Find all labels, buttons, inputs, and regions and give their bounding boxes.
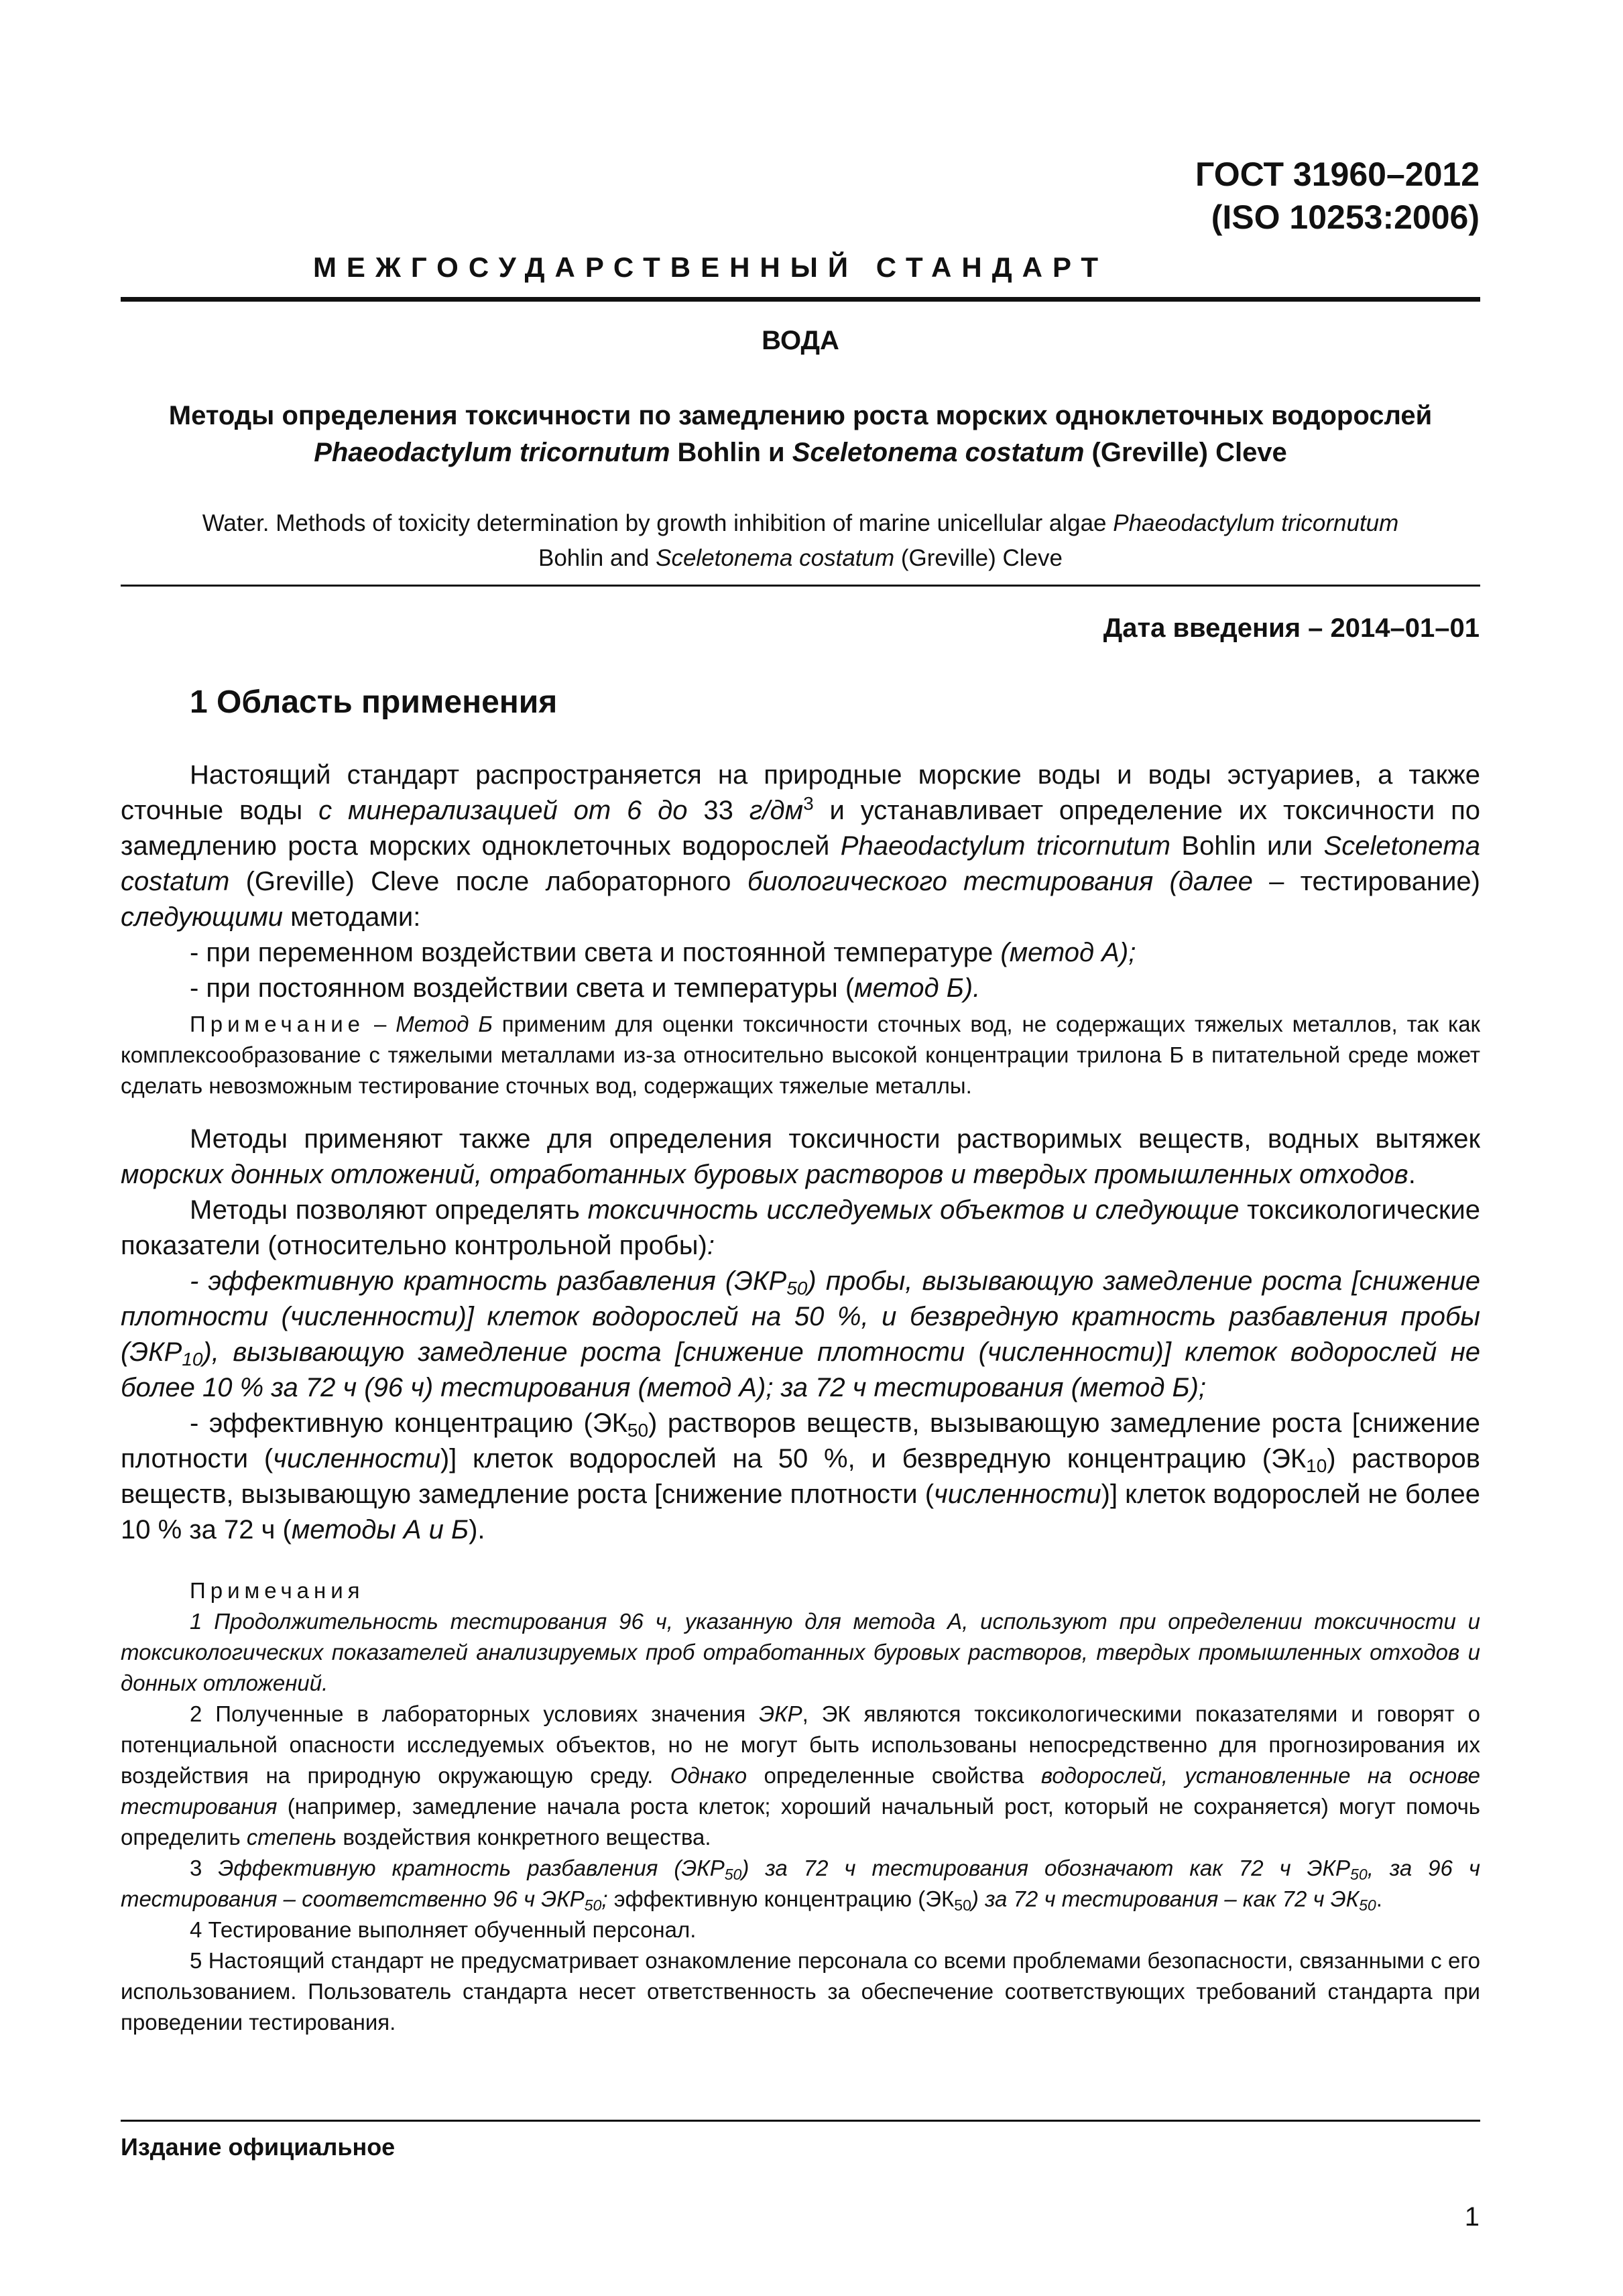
- text-italic: г/дм: [749, 796, 804, 825]
- text-italic: (метод А);: [1000, 938, 1136, 967]
- species-name: Phaeodactylum tricornutum: [840, 831, 1170, 861]
- note-label: Примечание: [190, 1012, 365, 1036]
- note-4: 4 Тестирование выполняет обученный персонал.: [190, 1917, 697, 1942]
- text: - при постоянном воздействии света и температуры (: [190, 973, 855, 1003]
- section-title: 1 Область применения: [190, 684, 558, 720]
- text: 33: [687, 796, 749, 825]
- notes-block: [121, 1575, 1480, 2038]
- text: Методы применяют также для определения токсичности растворимых веществ, водных вытяжек: [190, 1124, 1480, 1154]
- document-title: ВОДА: [762, 326, 839, 355]
- text: ) за 72 ч тестирования обозначают как 72 ч ЭКР: [741, 1856, 1350, 1880]
- page-number: 1: [1464, 2202, 1480, 2232]
- document-subtitle: [121, 398, 1480, 471]
- note-5: 5 Настоящий стандарт не предусматривает ознакомление персонала со всеми проблемами безопасности, связанными с его использованием. Пользователь стандарта несет ответственность за обеспечение соответствующих требований стандарта при проведении тестирования.: [121, 1948, 1480, 2035]
- text: , ЭК являются токсикологическими показателями и говорят о потенциальной опасности исследуемых объектов, но не могут быть использованы непосредственно для прогнозирования их воздействия на природную окружающую среду.: [121, 1701, 1480, 1788]
- superscript: 3: [803, 793, 814, 814]
- text-italic: ЭКР: [759, 1701, 802, 1726]
- iso-number: (ISO 10253:2006): [1211, 198, 1480, 236]
- text: и устанавливает определение их токсичности по замедлению роста морских одноклеточных водорослей: [121, 796, 1480, 861]
- text-italic: 1 Продолжительность тестирования 96 ч, указанную для метода А, используют при определении токсичности и токсикологических показателей анализируемых проб отработанных буровых растворов, твердых промышленных отходов и донных отложений.: [121, 1609, 1480, 1695]
- interstate-standard-heading: МЕЖГОСУДАРСТВЕННЫЙ СТАНДАРТ: [312, 251, 1109, 283]
- english-title-line-1: [121, 506, 1480, 541]
- text: Методы позволяют определять: [190, 1195, 588, 1225]
- text: .: [1376, 1886, 1382, 1911]
- text-italic: :: [707, 1231, 715, 1260]
- english-title-line-2: [121, 541, 1480, 576]
- text: - при переменном воздействии света и постоянной температуре: [190, 938, 1001, 967]
- author-text: Bohlin и: [670, 438, 792, 467]
- text: воздействия конкретного вещества.: [337, 1825, 711, 1850]
- list-item-ek: [121, 1406, 1480, 1548]
- gost-designation: [1195, 153, 1480, 239]
- text: Настоящий стандарт распространяется на природные морские воды и воды эстуариев, а также сточные воды: [121, 760, 1480, 825]
- text: ), вызывающую замедление роста [снижение плотности (численности)] клеток водорослей не более 10 % за 72 ч (96 ч) тестирования (метод А); за 72 ч тестирования (метод Б);: [121, 1337, 1480, 1402]
- paragraph-indicators: [121, 1193, 1480, 1264]
- subscript: 50: [1359, 1896, 1376, 1914]
- text-italic: Однако: [670, 1763, 747, 1788]
- text-italic: [121, 1266, 1480, 1402]
- text-italic: Метод Б: [396, 1012, 493, 1036]
- text: применим для оценки токсичности сточных вод, не содержащих тяжелых металлов, так как комплексообразование с тяжелыми металлами из-за относительно высокой концентрации трилона Б в питательной среде может сделать невозможным тестирование сточных вод, содержащих тяжелые металлы.: [121, 1012, 1480, 1098]
- note-paragraph: [121, 1009, 1480, 1101]
- section-body-2: [121, 1122, 1480, 1548]
- text: (например, замедление начала роста клеток; хороший начальный рост, который не сохраняется) могут помочь определить: [121, 1794, 1480, 1850]
- official-edition: Издание официальное: [121, 2133, 396, 2161]
- english-title-text: Water. Methods of toxicity determination by growth inhibition of marine unicellular algae: [202, 510, 1114, 536]
- subscript: 50: [584, 1896, 602, 1914]
- text-italic: методы А и Б: [291, 1515, 469, 1545]
- text: методами:: [283, 902, 421, 932]
- paragraph-applications: [121, 1122, 1480, 1193]
- text: 2 Полученные в лабораторных условиях значения: [190, 1701, 760, 1726]
- text-italic: [971, 1886, 1376, 1914]
- text: Bohlin или: [1170, 831, 1324, 861]
- english-title-text: (Greville) Cleve: [894, 545, 1063, 571]
- text: , за 96 ч тестирования – соответственно 96 ч ЭКР: [121, 1856, 1480, 1911]
- english-title: [121, 506, 1480, 576]
- text: определенные свойства: [747, 1763, 1041, 1788]
- text: .: [1408, 1160, 1416, 1189]
- text: ): [971, 1886, 979, 1911]
- text: )] клеток водорослей на 50 %, и безвредную концентрацию (ЭК: [440, 1444, 1307, 1473]
- list-item-method-a: [121, 935, 1480, 971]
- text-italic: степень: [246, 1825, 337, 1850]
- text-italic: водорослей, установленные на основе тестирования: [121, 1763, 1480, 1819]
- subtitle-line-2: [121, 434, 1480, 471]
- text-italic: морских донных отложений, отработанных буровых растворов и твердых промышленных отходов: [121, 1160, 1408, 1189]
- text-italic: метод Б).: [854, 973, 981, 1003]
- text: за 72 ч тестирования – как 72 ч ЭК: [978, 1886, 1360, 1911]
- species-name: Sceletonema costatum: [792, 438, 1085, 467]
- section-body-1: [121, 758, 1480, 1006]
- english-title-text: Bohlin and: [538, 545, 656, 571]
- notes-label: Примечания: [190, 1578, 365, 1603]
- gost-number: ГОСТ 31960–2012: [1195, 156, 1480, 193]
- text: ).: [469, 1515, 485, 1545]
- text-italic: токсичность исследуемых объектов и следующие: [587, 1195, 1240, 1225]
- subscript: 50: [627, 1420, 649, 1441]
- introduction-date: Дата введения – 2014–01–01: [1103, 613, 1480, 643]
- subtitle-line-1: Методы определения токсичности по замедлению роста морских одноклеточных водорослей: [168, 401, 1433, 430]
- subscript: 50: [954, 1896, 971, 1914]
- text: эффективную концентрацию (ЭК: [607, 1886, 955, 1911]
- text: Эффективную кратность разбавления (ЭКР: [218, 1856, 725, 1880]
- species-name: Sceletonema costatum: [121, 831, 1480, 896]
- text: (Greville) Cleve после лабораторного: [229, 867, 747, 896]
- note-block-1: [121, 1009, 1480, 1101]
- note-3: [121, 1853, 1480, 1915]
- text-italic: с минерализацией от 6 до: [318, 796, 688, 825]
- text: )] клеток водорослей не более 10 % за 72 ч (: [121, 1479, 1480, 1545]
- text: - эффективную концентрацию (ЭК: [190, 1408, 627, 1438]
- text: ) пробы, вызывающую замедление роста [снижение плотности (численности)] клеток водорослей на 50 %, и безвредную кратность разбавления пробы (ЭКР: [121, 1266, 1480, 1367]
- title-rule: [121, 585, 1480, 587]
- note-1: [121, 1606, 1480, 1699]
- text: токсикологические показатели (относительно контрольной пробы): [121, 1195, 1481, 1260]
- author-text: (Greville) Cleve: [1084, 438, 1287, 467]
- text-italic: биологического тестирования (далее: [747, 867, 1253, 896]
- list-item-ekr: [121, 1264, 1480, 1406]
- subscript: 10: [1306, 1455, 1327, 1476]
- note-2: [121, 1699, 1480, 1853]
- text-italic: следующими: [121, 902, 284, 932]
- text: ;: [601, 1886, 608, 1911]
- species-name: Sceletonema costatum: [656, 545, 895, 571]
- paragraph-scope: [121, 758, 1480, 935]
- subscript: 50: [724, 1865, 742, 1883]
- text: 3: [190, 1856, 219, 1880]
- text: –: [365, 1012, 396, 1036]
- species-name: Phaeodactylum tricornutum: [314, 438, 670, 467]
- text-italic: численности: [273, 1444, 440, 1473]
- text-italic: численности: [934, 1479, 1101, 1509]
- subscript: 50: [786, 1278, 808, 1298]
- list-item-method-b: [121, 971, 1480, 1006]
- footer-rule: [121, 2120, 1480, 2122]
- subscript: 10: [182, 1349, 203, 1370]
- text: ) растворов веществ, вызывающую замедление роста [снижение плотности (: [121, 1408, 1480, 1473]
- text: ) растворов веществ, вызывающую замедление роста [снижение плотности (: [121, 1444, 1480, 1509]
- text: – тестирование): [1252, 867, 1480, 896]
- subscript: 50: [1350, 1865, 1368, 1883]
- header-rule: [121, 297, 1480, 302]
- species-name: Phaeodactylum tricornutum: [1113, 510, 1399, 536]
- text: - эффективную кратность разбавления (ЭКР: [190, 1266, 787, 1296]
